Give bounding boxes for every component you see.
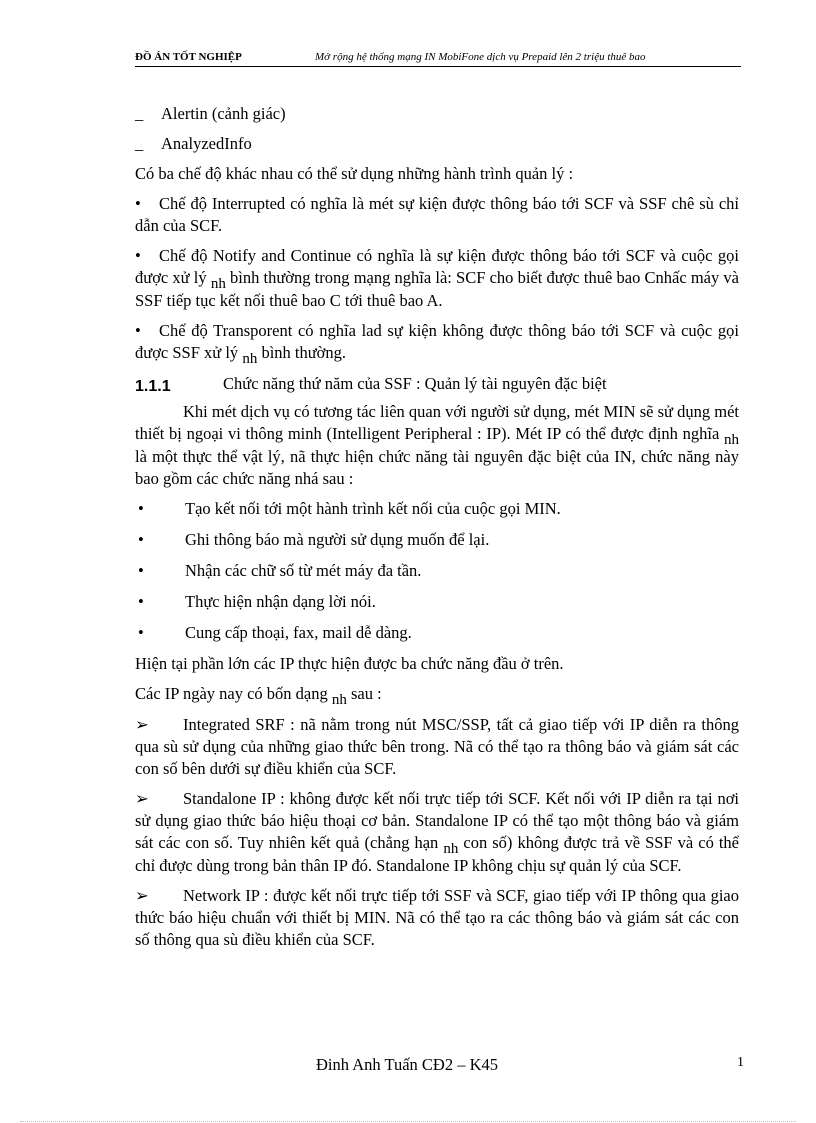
mode-item — [135, 193, 739, 237]
ip-type-text: Integrated SRF : nã nằm trong nút MSC/SSP, tất cả giao tiếp với IP diễn ra thông qua sù sử dụng của những giao thức bên trong. Nã có thể tạo ra thông báo và giám sát các con số bên dưới sự điều khiển của SCF. — [135, 715, 739, 778]
types-intro — [135, 683, 739, 706]
subscript-text: nh — [242, 351, 258, 367]
list-item-text: Ghi thông báo mà người sử dụng muốn để lại. — [185, 530, 490, 549]
page-content — [135, 100, 739, 959]
arrow-bullet-icon: ➢ — [135, 886, 149, 905]
list-item-text: Nhận các chữ số từ mét máy đa tần. — [185, 561, 422, 580]
arrow-bullet-icon: ➢ — [135, 789, 149, 808]
list-item — [135, 103, 739, 125]
header-left-title: ĐỒ ÁN TỐT NGHIỆP — [135, 51, 242, 63]
bullet-icon: • — [138, 530, 144, 549]
ip-type-item — [135, 788, 739, 877]
ip-type-text: Standalone IP : không được kết nối trực tiếp tới SCF. Kết nối với IP diễn ra tại nơi sử dụng giao thức báo hiệu thoại cơ bản. Standalone IP có thể tạo một thông báo và giám sát các con số. Tuy nhiên kết quả (chẳng hạn — [135, 789, 739, 852]
mode-text: Chế độ Transporent có nghĩa lad sự kiện không được thông báo tới SCF và cuộc gọi được SSF xử lý — [135, 321, 739, 362]
section-paragraph — [135, 401, 739, 490]
bullet-icon: • — [135, 194, 141, 213]
bullet-icon: • — [135, 246, 141, 265]
list-item — [135, 560, 739, 582]
list-item-text: Alertin (cảnh giác) — [161, 104, 286, 123]
page-header — [135, 48, 741, 67]
page-bottom-divider — [20, 1121, 796, 1122]
intro-paragraph: Có ba chế độ khác nhau có thể sử dụng những hành trình quản lý : — [135, 164, 574, 183]
section-heading — [135, 373, 739, 395]
bullet-icon: • — [138, 592, 144, 611]
mode-text-cont: bình thường trong mạng nghĩa là: SCF cho biết được thuê bao Cnhấc máy và SSF tiếp tục kết nối thuê bao C tới thuê bao A. — [135, 268, 739, 310]
subscript-text: nh — [724, 432, 740, 448]
mode-text: Chế độ Interrupted có nghĩa là mét sự kiện được thông báo tới SCF và SSF chê sù chỉ dẫn của SCF. — [135, 194, 739, 235]
subscript-text: nh — [331, 692, 347, 708]
arrow-bullet-icon: ➢ — [135, 715, 149, 734]
section-title: Chức năng thứ năm của SSF : Quản lý tài nguyên đặc biệt — [223, 374, 607, 393]
header-right-title: Mở rộng hệ thống mạng IN MobiFone dịch vụ Prepaid lên 2 triệu thuê bao — [315, 51, 646, 63]
section-number: 1.1.1 — [135, 378, 171, 395]
list-item — [135, 591, 739, 613]
list-item-text: AnalyzedInfo — [161, 134, 252, 153]
ip-type-text-cont: con số) không được trả về SSF và có thể chỉ được dùng trong bản thân IP đó. Standalone IP không chịu sự quản lý của SCF. — [135, 833, 740, 875]
bullet-icon: • — [138, 499, 144, 518]
paragraph-text: Khi mét dịch vụ có tương tác liên quan với người sử dụng, mét MIN sẽ sử dụng mét thiết bị ngoại vi thông minh (Intelligent Peripheral : IP). Mét IP có thể được định nghĩa — [135, 402, 739, 443]
list-item — [135, 529, 739, 551]
bullet-icon: • — [138, 623, 144, 642]
mode-item — [135, 320, 739, 365]
mode-text-cont: bình thường. — [257, 343, 347, 362]
ip-type-item — [135, 714, 739, 780]
summary-paragraph: Hiện tại phần lớn các IP thực hiện được ba chức năng đầu ở trên. — [135, 654, 564, 673]
footer-author: Đinh Anh Tuấn CĐ2 – K45 — [316, 1055, 498, 1074]
bullet-icon: • — [138, 561, 144, 580]
mode-item — [135, 245, 739, 312]
ip-type-item — [135, 885, 739, 951]
paragraph-text-cont: là một thực thể vật lý, nã thực hiện chức năng tài nguyên đặc biệt của IN, chức năng này bao gồm các chức năng nhá sau : — [135, 447, 739, 488]
list-item — [135, 498, 739, 520]
list-item — [135, 133, 739, 155]
list-item-text: Thực hiện nhận dạng lời nói. — [185, 592, 376, 611]
subscript-text: nh — [443, 841, 459, 857]
dash-marker: _ — [135, 134, 144, 153]
paragraph-text: Các IP ngày nay có bốn dạng — [135, 684, 328, 703]
list-item — [135, 622, 739, 644]
subscript-text: nh — [210, 276, 226, 292]
list-item-text: Tạo kết nối tới một hành trình kết nối của cuộc gọi MIN. — [185, 499, 561, 518]
paragraph-text-cont: sau : — [346, 684, 382, 703]
page-number: 1 — [737, 1055, 744, 1070]
mode-text: Chế độ Notify and Continue có nghĩa là sự kiện được thông báo tới SCF và cuộc gọi được xử lý — [135, 246, 739, 287]
list-item-text: Cung cấp thoại, fax, mail dễ dàng. — [185, 623, 412, 642]
dash-marker: _ — [135, 104, 144, 123]
bullet-icon: • — [135, 321, 141, 340]
ip-type-text: Network IP : được kết nối trực tiếp tới SSF và SCF, giao tiếp với IP thông qua giao thức báo hiệu chuẩn với thiết bị MIN. Nã có thể tạo ra các thông báo và giám sát các con số thông qua sù điều khiển của SCF. — [135, 886, 739, 949]
